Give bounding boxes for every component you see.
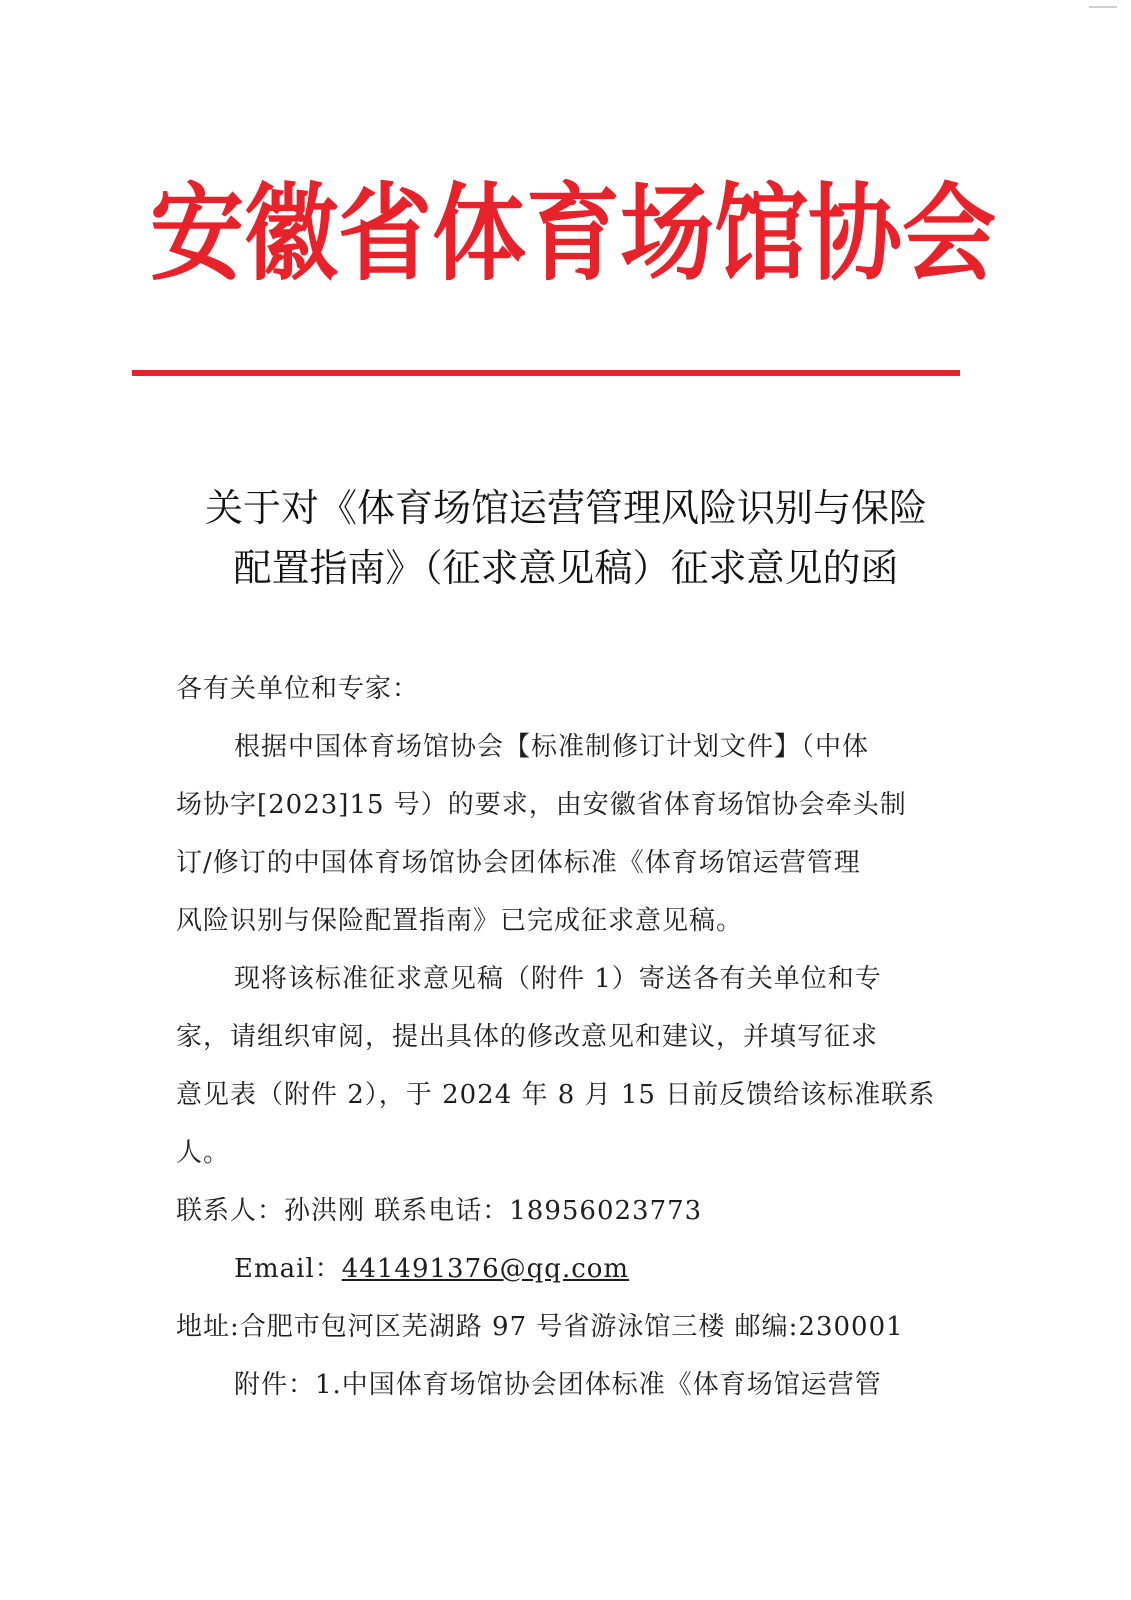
email-label: Email： <box>234 1254 342 1284</box>
para2-line: 家，请组织审阅，提出具体的修改意见和建议，并填写征求 <box>176 1022 879 1052</box>
para1-line: 风险识别与保险配置指南》已完成征求意见稿。 <box>176 906 744 936</box>
email-link[interactable]: 441491376@qq.com <box>341 1254 630 1284</box>
letter-body <box>176 660 966 1414</box>
para2-line: 意见表（附件 2），于 2024 年 8 月 15 日前反馈给该标准联系 <box>176 1080 936 1110</box>
para1-line: 场协字[2023]15 号）的要求，由安徽省体育场馆协会牵头制 <box>176 790 907 820</box>
document-title <box>160 478 972 598</box>
para2-line: 现将该标准征求意见稿（附件 1）寄送各有关单位和专 <box>234 964 882 994</box>
para1-line: 根据中国体育场馆协会【标准制修订计划文件】（中体 <box>234 732 870 762</box>
org-masthead: 安徽省体育场馆协会 <box>150 173 997 296</box>
title-line-2: 配置指南》（征求意见稿）征求意见的函 <box>233 546 899 590</box>
salutation: 各有关单位和专家： <box>176 674 420 704</box>
para2-line: 人。 <box>176 1138 231 1168</box>
attachment-line: 附件：1.中国体育场馆协会团体标准《体育场馆运营管 <box>234 1370 882 1400</box>
scan-mark <box>1089 6 1117 8</box>
red-header-rule <box>132 370 960 376</box>
address-line: 地址:合肥市包河区芜湖路 97 号省游泳馆三楼 邮编:230001 <box>176 1312 904 1342</box>
title-line-1: 关于对《体育场馆运营管理风险识别与保险 <box>204 486 927 530</box>
email-line <box>176 1240 966 1298</box>
contact-line: 联系人：孙洪刚 联系电话：18956023773 <box>176 1196 703 1226</box>
para1-line: 订/修订的中国体育场馆协会团体标准《体育场馆运营管理 <box>176 848 861 878</box>
